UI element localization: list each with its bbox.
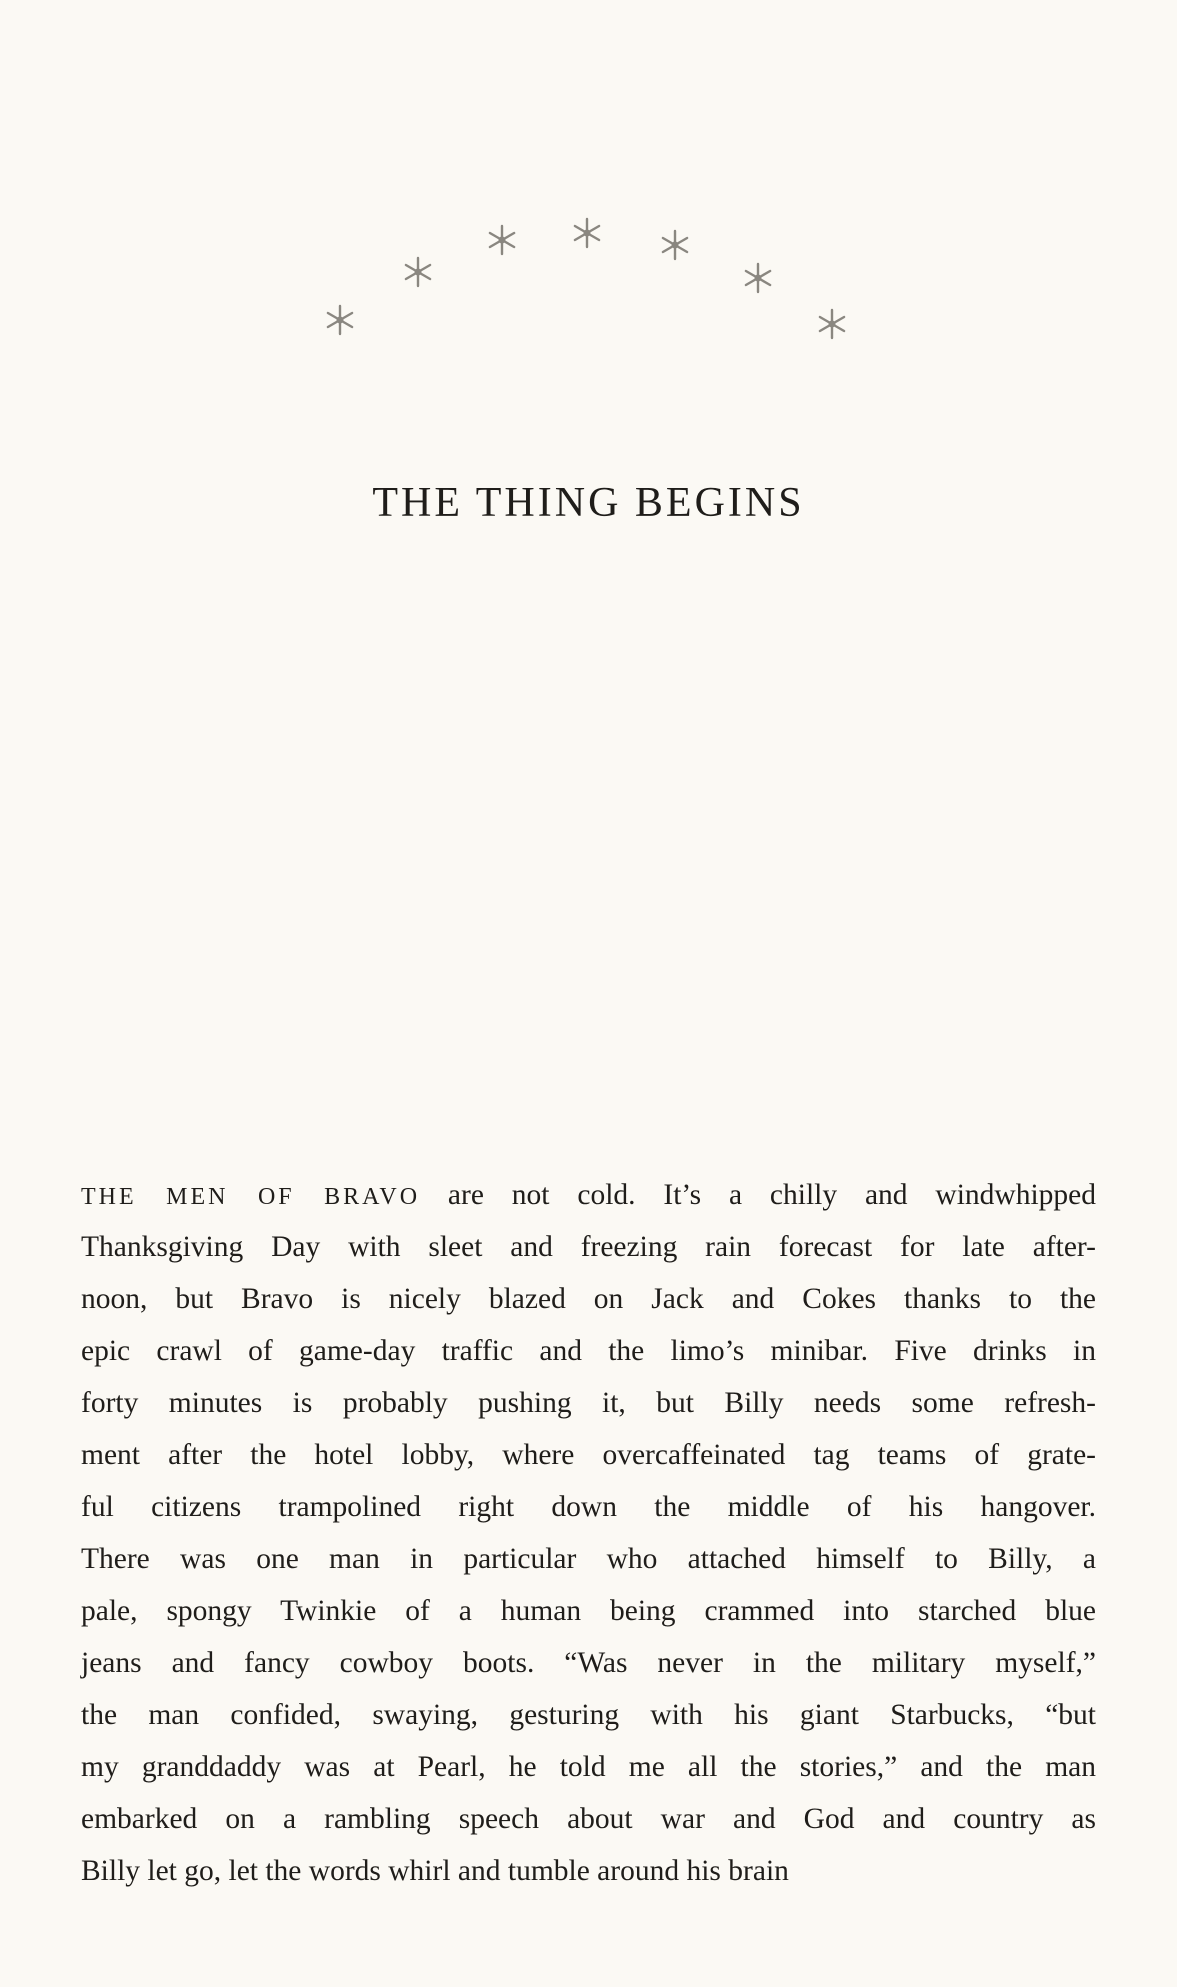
star-ornament bbox=[0, 0, 1177, 400]
star-icon bbox=[815, 307, 849, 341]
lead-in-small-caps: THE MEN OF BRAVO bbox=[81, 1184, 421, 1210]
text-line: ment after the hotel lobby, where overcaffeinated tag teams of grate- bbox=[81, 1439, 1096, 1471]
text-line: Thanksgiving Day with sleet and freezing rain forecast for late after- bbox=[81, 1231, 1096, 1263]
text-line: ful citizens trampolined right down the middle of his hangover. bbox=[81, 1491, 1096, 1523]
text-line: Billy let go, let the words whirl and tumble around his brain bbox=[81, 1855, 789, 1887]
star-icon bbox=[323, 303, 357, 337]
star-icon bbox=[485, 223, 519, 257]
chapter-title: THE THING BEGINS bbox=[372, 480, 805, 526]
text-line: noon, but Bravo is nicely blazed on Jack and Cokes thanks to the bbox=[81, 1283, 1096, 1315]
star-icon bbox=[401, 255, 435, 289]
text-line bbox=[81, 1169, 1096, 1221]
star-icon bbox=[570, 216, 604, 250]
text-line: the man confided, swaying, gesturing with his giant Starbucks, “but bbox=[81, 1699, 1096, 1731]
star-icon bbox=[658, 228, 692, 262]
text-line: pale, spongy Twinkie of a human being crammed into starched blue bbox=[81, 1595, 1096, 1627]
text-line-rest: are not cold. It’s a chilly and windwhipped bbox=[420, 1179, 1097, 1211]
text-line: embarked on a rambling speech about war and God and country as bbox=[81, 1803, 1096, 1835]
text-line: epic crawl of game-day traffic and the limo’s minibar. Five drinks in bbox=[81, 1335, 1096, 1367]
text-line: There was one man in particular who attached himself to Billy, a bbox=[81, 1543, 1096, 1575]
text-line: forty minutes is probably pushing it, but Billy needs some refresh- bbox=[81, 1387, 1096, 1419]
text-line: my granddaddy was at Pearl, he told me all the stories,” and the man bbox=[81, 1751, 1096, 1783]
chapter-body-text bbox=[81, 1169, 1096, 1897]
text-line: jeans and fancy cowboy boots. “Was never in the military myself,” bbox=[81, 1647, 1096, 1679]
star-icon bbox=[741, 261, 775, 295]
